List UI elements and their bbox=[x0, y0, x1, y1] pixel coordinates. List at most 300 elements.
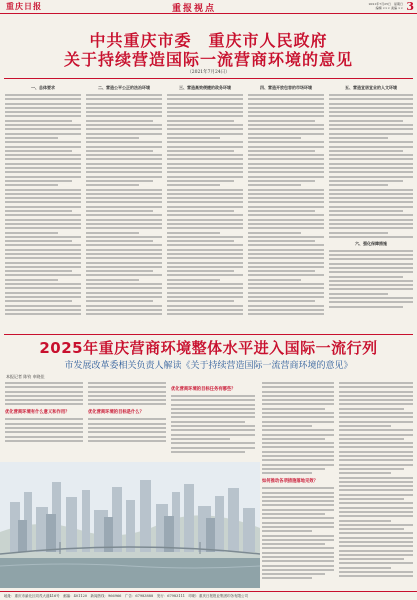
body-text-line bbox=[86, 223, 162, 225]
body-text-line bbox=[329, 158, 413, 160]
body-text-line bbox=[5, 391, 83, 393]
body-text-line bbox=[262, 552, 334, 554]
body-text-line bbox=[329, 250, 413, 252]
body-text-line bbox=[5, 253, 81, 255]
body-text-line bbox=[167, 103, 243, 105]
body-text-line bbox=[329, 201, 413, 203]
skyline-illustration bbox=[0, 462, 260, 588]
body-text-line bbox=[171, 442, 255, 444]
body-text-line bbox=[248, 128, 324, 130]
body-text-line bbox=[171, 421, 245, 423]
body-text-line bbox=[339, 403, 413, 405]
body-text-line bbox=[5, 193, 81, 195]
body-text-line bbox=[339, 468, 404, 470]
body-text-line bbox=[88, 403, 166, 405]
body-text-line bbox=[5, 300, 72, 302]
body-text-line bbox=[339, 520, 391, 522]
body-text-line bbox=[248, 274, 324, 276]
body-text-line bbox=[329, 103, 413, 105]
body-text-line bbox=[262, 403, 334, 405]
body-text-line bbox=[86, 240, 153, 242]
body-text-line bbox=[339, 446, 413, 448]
body-text-line bbox=[329, 180, 403, 182]
body-text-line bbox=[86, 244, 162, 246]
body-text-line bbox=[5, 227, 81, 229]
body-text-line bbox=[5, 440, 83, 442]
body-text-line bbox=[262, 386, 334, 388]
divider bbox=[4, 78, 413, 79]
body-text-line bbox=[88, 382, 166, 384]
body-text-line bbox=[262, 391, 334, 393]
body-text-line bbox=[5, 279, 58, 281]
body-text-line bbox=[329, 297, 413, 299]
body-text-line bbox=[86, 171, 162, 173]
body-text-line bbox=[339, 438, 404, 440]
body-text-line bbox=[5, 120, 72, 122]
body-text-line bbox=[86, 150, 153, 152]
body-text-line bbox=[5, 436, 83, 438]
body-text-line bbox=[167, 292, 243, 294]
body-text-line bbox=[5, 103, 81, 105]
body-text-line bbox=[339, 545, 413, 547]
body-text-line bbox=[171, 412, 255, 414]
body-text-line bbox=[262, 547, 334, 549]
body-text-line bbox=[339, 575, 413, 577]
body-text-line bbox=[339, 528, 404, 530]
body-text-line bbox=[86, 236, 162, 238]
body-text-line bbox=[167, 133, 243, 135]
body-text-line bbox=[262, 425, 312, 427]
body-text-line bbox=[248, 120, 315, 122]
body-text-line bbox=[167, 120, 234, 122]
body-text-line bbox=[329, 223, 413, 225]
body-text-line bbox=[5, 236, 81, 238]
body-text-line bbox=[5, 167, 81, 169]
body-text-line bbox=[167, 214, 243, 216]
body-text-line bbox=[248, 292, 324, 294]
body-text-line bbox=[262, 492, 334, 494]
body-text-line bbox=[339, 494, 413, 496]
body-text-line bbox=[5, 94, 81, 96]
body-text-line bbox=[262, 569, 334, 571]
body-text-line bbox=[86, 249, 162, 251]
body-text-line bbox=[262, 438, 325, 440]
body-text-line bbox=[167, 309, 243, 311]
body-text-line bbox=[86, 274, 162, 276]
body-text-line bbox=[86, 189, 162, 191]
article1-column-5 bbox=[329, 82, 413, 332]
body-text-line bbox=[262, 573, 325, 575]
body-text-line bbox=[339, 558, 404, 560]
body-text-line bbox=[262, 504, 334, 506]
body-text-line bbox=[88, 386, 166, 388]
body-text-line bbox=[86, 283, 162, 285]
body-text-line bbox=[5, 214, 81, 216]
body-text-line bbox=[339, 507, 413, 509]
body-text-line bbox=[339, 455, 413, 457]
body-text-line bbox=[262, 577, 312, 579]
body-text-line bbox=[262, 399, 334, 401]
body-text-line bbox=[339, 562, 413, 564]
body-text-line bbox=[5, 287, 81, 289]
body-text-line bbox=[5, 386, 83, 388]
body-text-line bbox=[5, 171, 81, 173]
body-text-line bbox=[329, 171, 413, 173]
body-text-line bbox=[248, 296, 324, 298]
body-text-line bbox=[88, 399, 166, 401]
body-text-line bbox=[5, 249, 81, 251]
body-text-line bbox=[248, 300, 315, 302]
body-text-line bbox=[329, 154, 413, 156]
body-text-line bbox=[167, 240, 234, 242]
body-text-line bbox=[5, 180, 72, 182]
body-text-line bbox=[329, 206, 413, 208]
body-text-line bbox=[167, 193, 243, 195]
body-text-line bbox=[339, 425, 391, 427]
body-text-line bbox=[5, 206, 81, 208]
body-text-line bbox=[329, 193, 413, 195]
body-text-line bbox=[5, 283, 81, 285]
body-text-line bbox=[248, 240, 315, 242]
body-text-line bbox=[339, 537, 413, 539]
article2-column-1 bbox=[5, 382, 83, 460]
body-text-line bbox=[339, 395, 413, 397]
body-text-line bbox=[86, 270, 153, 272]
body-text-line bbox=[5, 146, 81, 148]
body-text-line bbox=[339, 511, 413, 513]
body-text-line bbox=[262, 530, 312, 532]
body-text-line bbox=[248, 287, 324, 289]
article1-date: （2021年7月24日） bbox=[187, 70, 230, 75]
body-text-line bbox=[329, 184, 388, 186]
body-text-line bbox=[167, 305, 243, 307]
body-text-line bbox=[171, 429, 255, 431]
body-text-line bbox=[329, 214, 413, 216]
body-text-line bbox=[5, 292, 81, 294]
body-text-line bbox=[86, 257, 162, 259]
body-text-line bbox=[262, 408, 325, 410]
body-text-line bbox=[248, 171, 324, 173]
body-text-line bbox=[262, 382, 334, 384]
body-text-line bbox=[86, 103, 162, 105]
body-text-line bbox=[5, 395, 83, 397]
body-text-line bbox=[339, 412, 413, 414]
body-text-line bbox=[329, 128, 413, 130]
body-text-line bbox=[329, 197, 413, 199]
body-text-line bbox=[248, 98, 324, 100]
body-text-line bbox=[329, 94, 413, 96]
body-text-line bbox=[167, 146, 243, 148]
body-text-line bbox=[171, 404, 255, 406]
article2-question: 优化营商环境的目标任务有哪些？ bbox=[171, 387, 236, 392]
body-text-line bbox=[167, 223, 243, 225]
body-text-line bbox=[5, 232, 58, 234]
issue-editor: 编辑 ××× 美编 ×× bbox=[375, 6, 403, 10]
body-text-line bbox=[329, 284, 413, 286]
body-text-line bbox=[86, 266, 162, 268]
body-text-line bbox=[248, 266, 324, 268]
body-text-line bbox=[167, 296, 243, 298]
body-text-line bbox=[5, 176, 81, 178]
body-text-line bbox=[86, 309, 162, 311]
city-skyline-photo bbox=[0, 462, 260, 588]
body-text-line bbox=[167, 128, 243, 130]
body-text-line bbox=[86, 180, 153, 182]
body-text-line bbox=[339, 554, 413, 556]
body-text-line bbox=[167, 313, 243, 315]
body-text-line bbox=[329, 163, 413, 165]
body-text-line bbox=[86, 262, 162, 264]
body-text-line bbox=[86, 120, 153, 122]
body-text-line bbox=[248, 305, 324, 307]
article1-subhead: 四、营造开放包容的市场环境 bbox=[260, 85, 312, 90]
body-text-line bbox=[339, 386, 413, 388]
article2-column-3 bbox=[171, 382, 255, 460]
body-text-line bbox=[262, 455, 334, 457]
body-text-line bbox=[329, 141, 413, 143]
body-text-line bbox=[248, 309, 324, 311]
body-text-line bbox=[86, 107, 162, 109]
body-text-line bbox=[248, 197, 324, 199]
body-text-line bbox=[86, 154, 162, 156]
body-text-line bbox=[248, 206, 324, 208]
article1-column-2 bbox=[86, 82, 162, 332]
body-text-line bbox=[167, 111, 243, 113]
body-text-line bbox=[88, 431, 166, 433]
body-text-line bbox=[167, 107, 243, 109]
body-text-line bbox=[329, 167, 413, 169]
body-text-line bbox=[248, 210, 315, 212]
article1-headline-line1: 中共重庆市委 重庆市人民政府 bbox=[89, 31, 328, 50]
body-text-line bbox=[171, 438, 230, 440]
body-text-line bbox=[248, 236, 324, 238]
body-text-line bbox=[248, 94, 324, 96]
body-text-line bbox=[329, 176, 413, 178]
body-text-line bbox=[86, 158, 162, 160]
body-text-line bbox=[167, 227, 243, 229]
body-text-line bbox=[171, 447, 255, 449]
body-text-line bbox=[262, 451, 334, 453]
body-text-line bbox=[262, 535, 334, 537]
body-text-line bbox=[86, 184, 139, 186]
body-text-line bbox=[248, 262, 324, 264]
body-text-line bbox=[86, 115, 162, 117]
body-text-line bbox=[167, 115, 243, 117]
body-text-line bbox=[262, 412, 334, 414]
body-text-line bbox=[248, 253, 324, 255]
body-text-line bbox=[329, 288, 413, 290]
body-text-line bbox=[248, 279, 301, 281]
body-text-line bbox=[167, 270, 234, 272]
body-text-line bbox=[5, 403, 83, 405]
body-text-line bbox=[171, 451, 245, 453]
body-text-line bbox=[167, 257, 243, 259]
body-text-line bbox=[248, 189, 324, 191]
body-text-line bbox=[86, 193, 162, 195]
body-text-line bbox=[167, 98, 243, 100]
body-text-line bbox=[248, 223, 324, 225]
body-text-line bbox=[339, 532, 413, 534]
body-text-line bbox=[86, 279, 139, 281]
body-text-line bbox=[86, 219, 162, 221]
body-text-line bbox=[167, 266, 243, 268]
body-text-line bbox=[86, 296, 162, 298]
body-text-line bbox=[5, 115, 81, 117]
body-text-line bbox=[5, 431, 83, 433]
article2-question: 如何推动各项措施落地见效？ bbox=[262, 479, 318, 485]
article1-subhead: 一、总体要求 bbox=[31, 85, 55, 90]
body-text-line bbox=[329, 115, 413, 117]
body-text-line bbox=[329, 227, 413, 229]
body-text-line bbox=[329, 293, 388, 295]
body-text-line bbox=[86, 128, 162, 130]
body-text-line bbox=[262, 459, 334, 461]
body-text-line bbox=[248, 103, 324, 105]
article2-subtitle: 市发展改革委相关负责人解读《关于持续营造国际一流营商环境的意见》 bbox=[64, 361, 353, 371]
body-text-line bbox=[86, 305, 162, 307]
body-text-line bbox=[248, 193, 324, 195]
body-text-line bbox=[339, 515, 413, 517]
body-text-line bbox=[5, 296, 81, 298]
body-text-line bbox=[262, 500, 334, 502]
body-text-line bbox=[167, 167, 243, 169]
body-text-line bbox=[167, 171, 243, 173]
body-text-line bbox=[86, 146, 162, 148]
body-text-line bbox=[88, 440, 166, 442]
body-text-line bbox=[5, 98, 81, 100]
body-text-line bbox=[5, 150, 72, 152]
body-text-line bbox=[248, 214, 324, 216]
body-text-line bbox=[167, 249, 243, 251]
body-text-line bbox=[5, 158, 81, 160]
body-text-line bbox=[86, 124, 162, 126]
body-text-line bbox=[5, 240, 72, 242]
body-text-line bbox=[339, 481, 413, 483]
body-text-line bbox=[167, 158, 243, 160]
body-text-line bbox=[248, 146, 324, 148]
body-text-line bbox=[5, 141, 81, 143]
body-text-line bbox=[262, 464, 334, 466]
body-text-line bbox=[262, 421, 334, 423]
body-text-line bbox=[5, 111, 81, 113]
body-text-line bbox=[329, 146, 413, 148]
body-text-line bbox=[86, 163, 162, 165]
body-text-line bbox=[167, 176, 243, 178]
body-text-line bbox=[248, 313, 324, 315]
body-text-line bbox=[86, 111, 162, 113]
body-text-line bbox=[329, 306, 403, 308]
body-text-line bbox=[339, 485, 413, 487]
body-text-line bbox=[339, 399, 413, 401]
article2-column-4 bbox=[262, 382, 334, 587]
body-text-line bbox=[339, 391, 413, 393]
body-text-line bbox=[248, 167, 324, 169]
body-text-line bbox=[248, 124, 324, 126]
body-text-line bbox=[86, 176, 162, 178]
body-text-line bbox=[171, 425, 255, 427]
body-text-line bbox=[5, 266, 81, 268]
body-text-line bbox=[248, 244, 324, 246]
body-text-line bbox=[5, 244, 81, 246]
body-text-line bbox=[329, 254, 413, 256]
body-text-line bbox=[167, 150, 234, 152]
body-text-line bbox=[5, 184, 58, 186]
body-text-line bbox=[167, 274, 243, 276]
body-text-line bbox=[329, 267, 413, 269]
body-text-line bbox=[167, 300, 234, 302]
body-text-line bbox=[5, 262, 81, 264]
body-text-line bbox=[262, 472, 312, 474]
page-footer: 地址：重庆市渝北区同茂大道416号 邮编：401120 新闻热线：966966 广告：67983888 发行：67983111 印刷：重庆日报报业集团印务有限公司 bbox=[0, 591, 417, 600]
body-text-line bbox=[86, 206, 162, 208]
body-text-line bbox=[339, 502, 413, 504]
body-text-line bbox=[339, 421, 413, 423]
body-text-line bbox=[5, 418, 83, 420]
body-text-line bbox=[339, 408, 404, 410]
body-text-line bbox=[262, 526, 334, 528]
body-text-line bbox=[88, 391, 166, 393]
body-text-line bbox=[167, 210, 234, 212]
body-text-line bbox=[5, 382, 83, 384]
body-text-line bbox=[167, 253, 243, 255]
body-text-line bbox=[86, 94, 162, 96]
body-text-line bbox=[248, 137, 301, 139]
body-text-line bbox=[167, 94, 243, 96]
body-text-line bbox=[339, 464, 413, 466]
body-text-line bbox=[329, 133, 413, 135]
body-text-line bbox=[248, 249, 324, 251]
body-text-line bbox=[5, 399, 83, 401]
body-text-line bbox=[262, 416, 334, 418]
body-text-line bbox=[329, 263, 413, 265]
body-text-line bbox=[248, 176, 324, 178]
body-text-line bbox=[329, 276, 403, 278]
body-text-line bbox=[248, 115, 324, 117]
body-text-line bbox=[167, 137, 220, 139]
body-text-line bbox=[5, 274, 81, 276]
body-text-line bbox=[339, 459, 413, 461]
body-text-line bbox=[262, 513, 325, 515]
issue-date: 2021年7月25日 星期日 bbox=[368, 2, 403, 6]
body-text-line bbox=[329, 236, 413, 238]
body-text-line bbox=[248, 163, 324, 165]
body-text-line bbox=[5, 309, 81, 311]
article1-column-1 bbox=[5, 82, 81, 332]
article1-column-4 bbox=[248, 82, 324, 332]
body-text-line bbox=[5, 313, 81, 315]
body-text-line bbox=[167, 219, 243, 221]
body-text-line bbox=[86, 137, 139, 139]
body-text-line bbox=[171, 399, 255, 401]
body-text-line bbox=[329, 210, 403, 212]
body-text-line bbox=[86, 214, 162, 216]
body-text-line bbox=[88, 423, 166, 425]
body-text-line bbox=[339, 416, 413, 418]
body-text-line bbox=[86, 287, 162, 289]
article1-subhead: 三、营造高效便捷的政务环境 bbox=[179, 85, 231, 90]
body-text-line bbox=[86, 253, 162, 255]
body-text-line bbox=[171, 434, 255, 436]
body-text-line bbox=[5, 270, 72, 272]
body-text-line bbox=[248, 219, 324, 221]
body-text-line bbox=[5, 107, 81, 109]
body-text-line bbox=[88, 427, 166, 429]
body-text-line bbox=[86, 210, 153, 212]
body-text-line bbox=[248, 158, 324, 160]
body-text-line bbox=[5, 201, 81, 203]
body-text-line bbox=[171, 408, 255, 410]
body-text-line bbox=[329, 258, 413, 260]
